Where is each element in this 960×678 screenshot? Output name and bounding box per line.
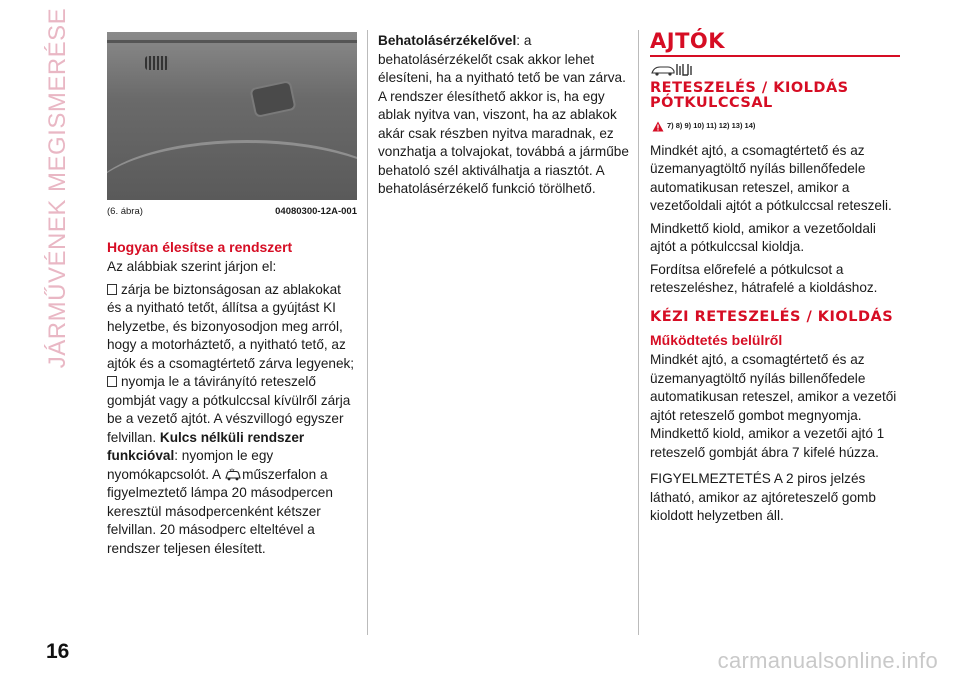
figure-label: (6. ábra) bbox=[107, 206, 143, 217]
figure-code: 04080300-12A-001 bbox=[275, 206, 357, 217]
warning-references bbox=[652, 117, 900, 136]
section-heading: Hogyan élesítse a rendszert bbox=[107, 238, 293, 255]
section-title-manual-lock: KÉZI RETESZELÉS / KIOLDÁS bbox=[650, 308, 894, 325]
column-left bbox=[107, 32, 357, 558]
warning-triangle-icon bbox=[652, 121, 664, 132]
paragraph: Fordítsa előrefelé a pótkulcsot a reteszeléshez, hátrafelé a kioldáshoz. bbox=[650, 261, 878, 295]
column-right bbox=[650, 29, 900, 530]
bullet-item: zárja be biztonságosan az ablakokat és a nyitható tetőt, állítsa a gyújtást KI helyzetbe, és bizonyosodjon meg arról, hogy a motorháztető, a nyitható tető, az ajtók és a csomagtértető zárva legyenek; bbox=[107, 281, 355, 371]
warning-reference-numbers: 7) 8) 9) 10) 11) 12) 13) 14) bbox=[667, 121, 756, 130]
paragraph: Mindkettő kiold, amikor a vezetőoldali ajtót a pótkulccsal kioldja. bbox=[650, 220, 876, 254]
chapter-title: AJTÓK bbox=[650, 29, 726, 53]
paragraph: Mindkét ajtó, a csomagtértető és az üzemanyagtöltő nyílás billenőfedele automatikusan reteszel, amikor a vezetői ajtót reteszelő gombot megnyomja. Mindkettő kiold, amikor a vezetői ajtó 1 reteszelő gombját ábra 7 kifelé húzza. bbox=[650, 352, 897, 460]
bullet-square-icon bbox=[107, 284, 117, 295]
bullet-square-icon bbox=[107, 376, 117, 387]
car-alarm-warning-icon bbox=[224, 467, 242, 482]
warning-paragraph: FIGYELMEZTETÉS A 2 piros jelzés látható, amikor az ajtóreteszelő gomb kioldott helyzetben áll. bbox=[650, 471, 876, 523]
intro-text: Az alábbiak szerint járjon el: bbox=[107, 259, 277, 274]
keyless-bold-label: Kulcs nélküli rendszer funkcióval bbox=[107, 429, 305, 463]
bullet-item: nyomja le a távirányító reteszelő gombját vagy a pótkulccsal kívülről zárja be a vezető ajtót. A vészvillogó egyszer felvillan. Kulcs nélküli rendszer funkcióval: nyomjon le egy nyomókapcsolót. A műszerfalon a figyelmeztető lámpa 20 másodpercen keresztül másodpercenként kétszer felvillan. 20 másodperc elteltével a rendszer teljesen élesített. bbox=[107, 374, 351, 556]
chapter-rule bbox=[650, 55, 900, 57]
car-door-icon bbox=[650, 61, 696, 77]
column-divider-left bbox=[367, 30, 368, 635]
column-middle bbox=[378, 32, 630, 203]
section-title-spare-key: RETESZELÉS / KIOLDÁS PÓTKULCCSAL bbox=[650, 80, 849, 111]
interior-ceiling-photo bbox=[107, 32, 357, 200]
subsection-heading: Működtetés belülről bbox=[650, 331, 783, 348]
sidebar-section-title bbox=[38, 7, 78, 369]
watermark: carmanualsonline.info bbox=[717, 648, 938, 673]
intrusion-sensor-paragraph: Behatolásérzékelővel: a behatolásérzékelőt csak akkor lehet élesíteni, ha a nyitható tető be van zárva. A rendszer élesíthető akkor is, ha egy ablak nyitva van, viszont, ha az ablakok akár csak részben nyitva maradnak, ez vonzhatja a tolvajokat, továbbá a járműbe behatoló szél aktiválhatja a riasztót. A behatolásérzékelő funkció törölhető. bbox=[378, 33, 629, 196]
intrusion-sensor-label: Behatolásérzékelővel bbox=[378, 33, 517, 48]
sidebar-section-title-text: JÁRMŰVÉNEK MEGISMERÉSE bbox=[44, 7, 71, 369]
figure-caption bbox=[107, 203, 357, 222]
column-divider-right bbox=[638, 30, 639, 635]
ceiling-vent bbox=[145, 56, 169, 70]
intrusion-sensor-lens bbox=[249, 80, 296, 118]
page-number: 16 bbox=[46, 640, 70, 663]
paragraph: Mindkét ajtó, a csomagtértető és az üzemanyagtöltő nyílás billenőfedele automatikusan reteszel, amikor a vezetőoldali ajtót a pótkulccsal reteszeli. bbox=[650, 142, 892, 213]
